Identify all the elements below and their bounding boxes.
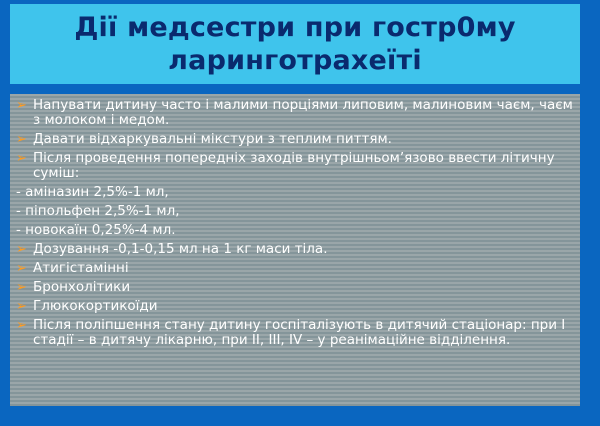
dosage-line-text: - піпольфен 2,5%-1 мл, [16, 203, 180, 219]
dosage-line [16, 185, 574, 200]
list-item [16, 242, 574, 257]
arrow-bullet-icon: ➢ [16, 280, 27, 295]
arrow-bullet-icon: ➢ [16, 98, 27, 113]
list-item-text: Після проведення попередніх заходів внутрішньом’язово ввести літичну суміш: [33, 150, 555, 181]
list-item [16, 151, 574, 181]
arrow-bullet-icon: ➢ [16, 151, 27, 166]
list-item-text: Дозування -0,1-0,15 мл на 1 кг маси тіла. [33, 241, 328, 257]
dosage-line-text: - новокаїн 0,25%-4 мл. [16, 222, 176, 238]
list-item [16, 299, 574, 314]
slide-title-line-1: Дії медсестри при гостр0му [74, 12, 516, 43]
slide-title-line-2: ларинготрахеїті [168, 45, 422, 76]
list-item [16, 318, 574, 348]
dosage-line [16, 223, 574, 238]
dosage-line [16, 204, 574, 219]
list-item [16, 132, 574, 147]
arrow-bullet-icon: ➢ [16, 299, 27, 314]
arrow-bullet-icon: ➢ [16, 261, 27, 276]
title-box [10, 4, 580, 84]
arrow-bullet-icon: ➢ [16, 242, 27, 257]
list-item [16, 98, 574, 128]
list-item-text: Атигістамінні [33, 260, 129, 276]
list-item-text: Давати відхаркувальні мікстури з теплим питтям. [33, 131, 392, 147]
content-box [10, 94, 580, 406]
list-item-text: Глюкокортикоїди [33, 298, 158, 314]
arrow-bullet-icon: ➢ [16, 318, 27, 333]
dosage-line-text: - аміназин 2,5%-1 мл, [16, 184, 169, 200]
list-item-text: Напувати дитину часто і малими порціями липовим, малиновим чаєм, чаєм з молоком і медом. [33, 97, 573, 128]
list-item [16, 261, 574, 276]
list-item [16, 280, 574, 295]
arrow-bullet-icon: ➢ [16, 132, 27, 147]
list-item-text: Після поліпшення стану дитину госпіталізують в дитячий стаціонар: при І стадії – в дитячу лікарню, при ІІ, ІІІ, IV – у реанімаційне відділення. [33, 317, 566, 348]
list-item-text: Бронхолітики [33, 279, 131, 295]
